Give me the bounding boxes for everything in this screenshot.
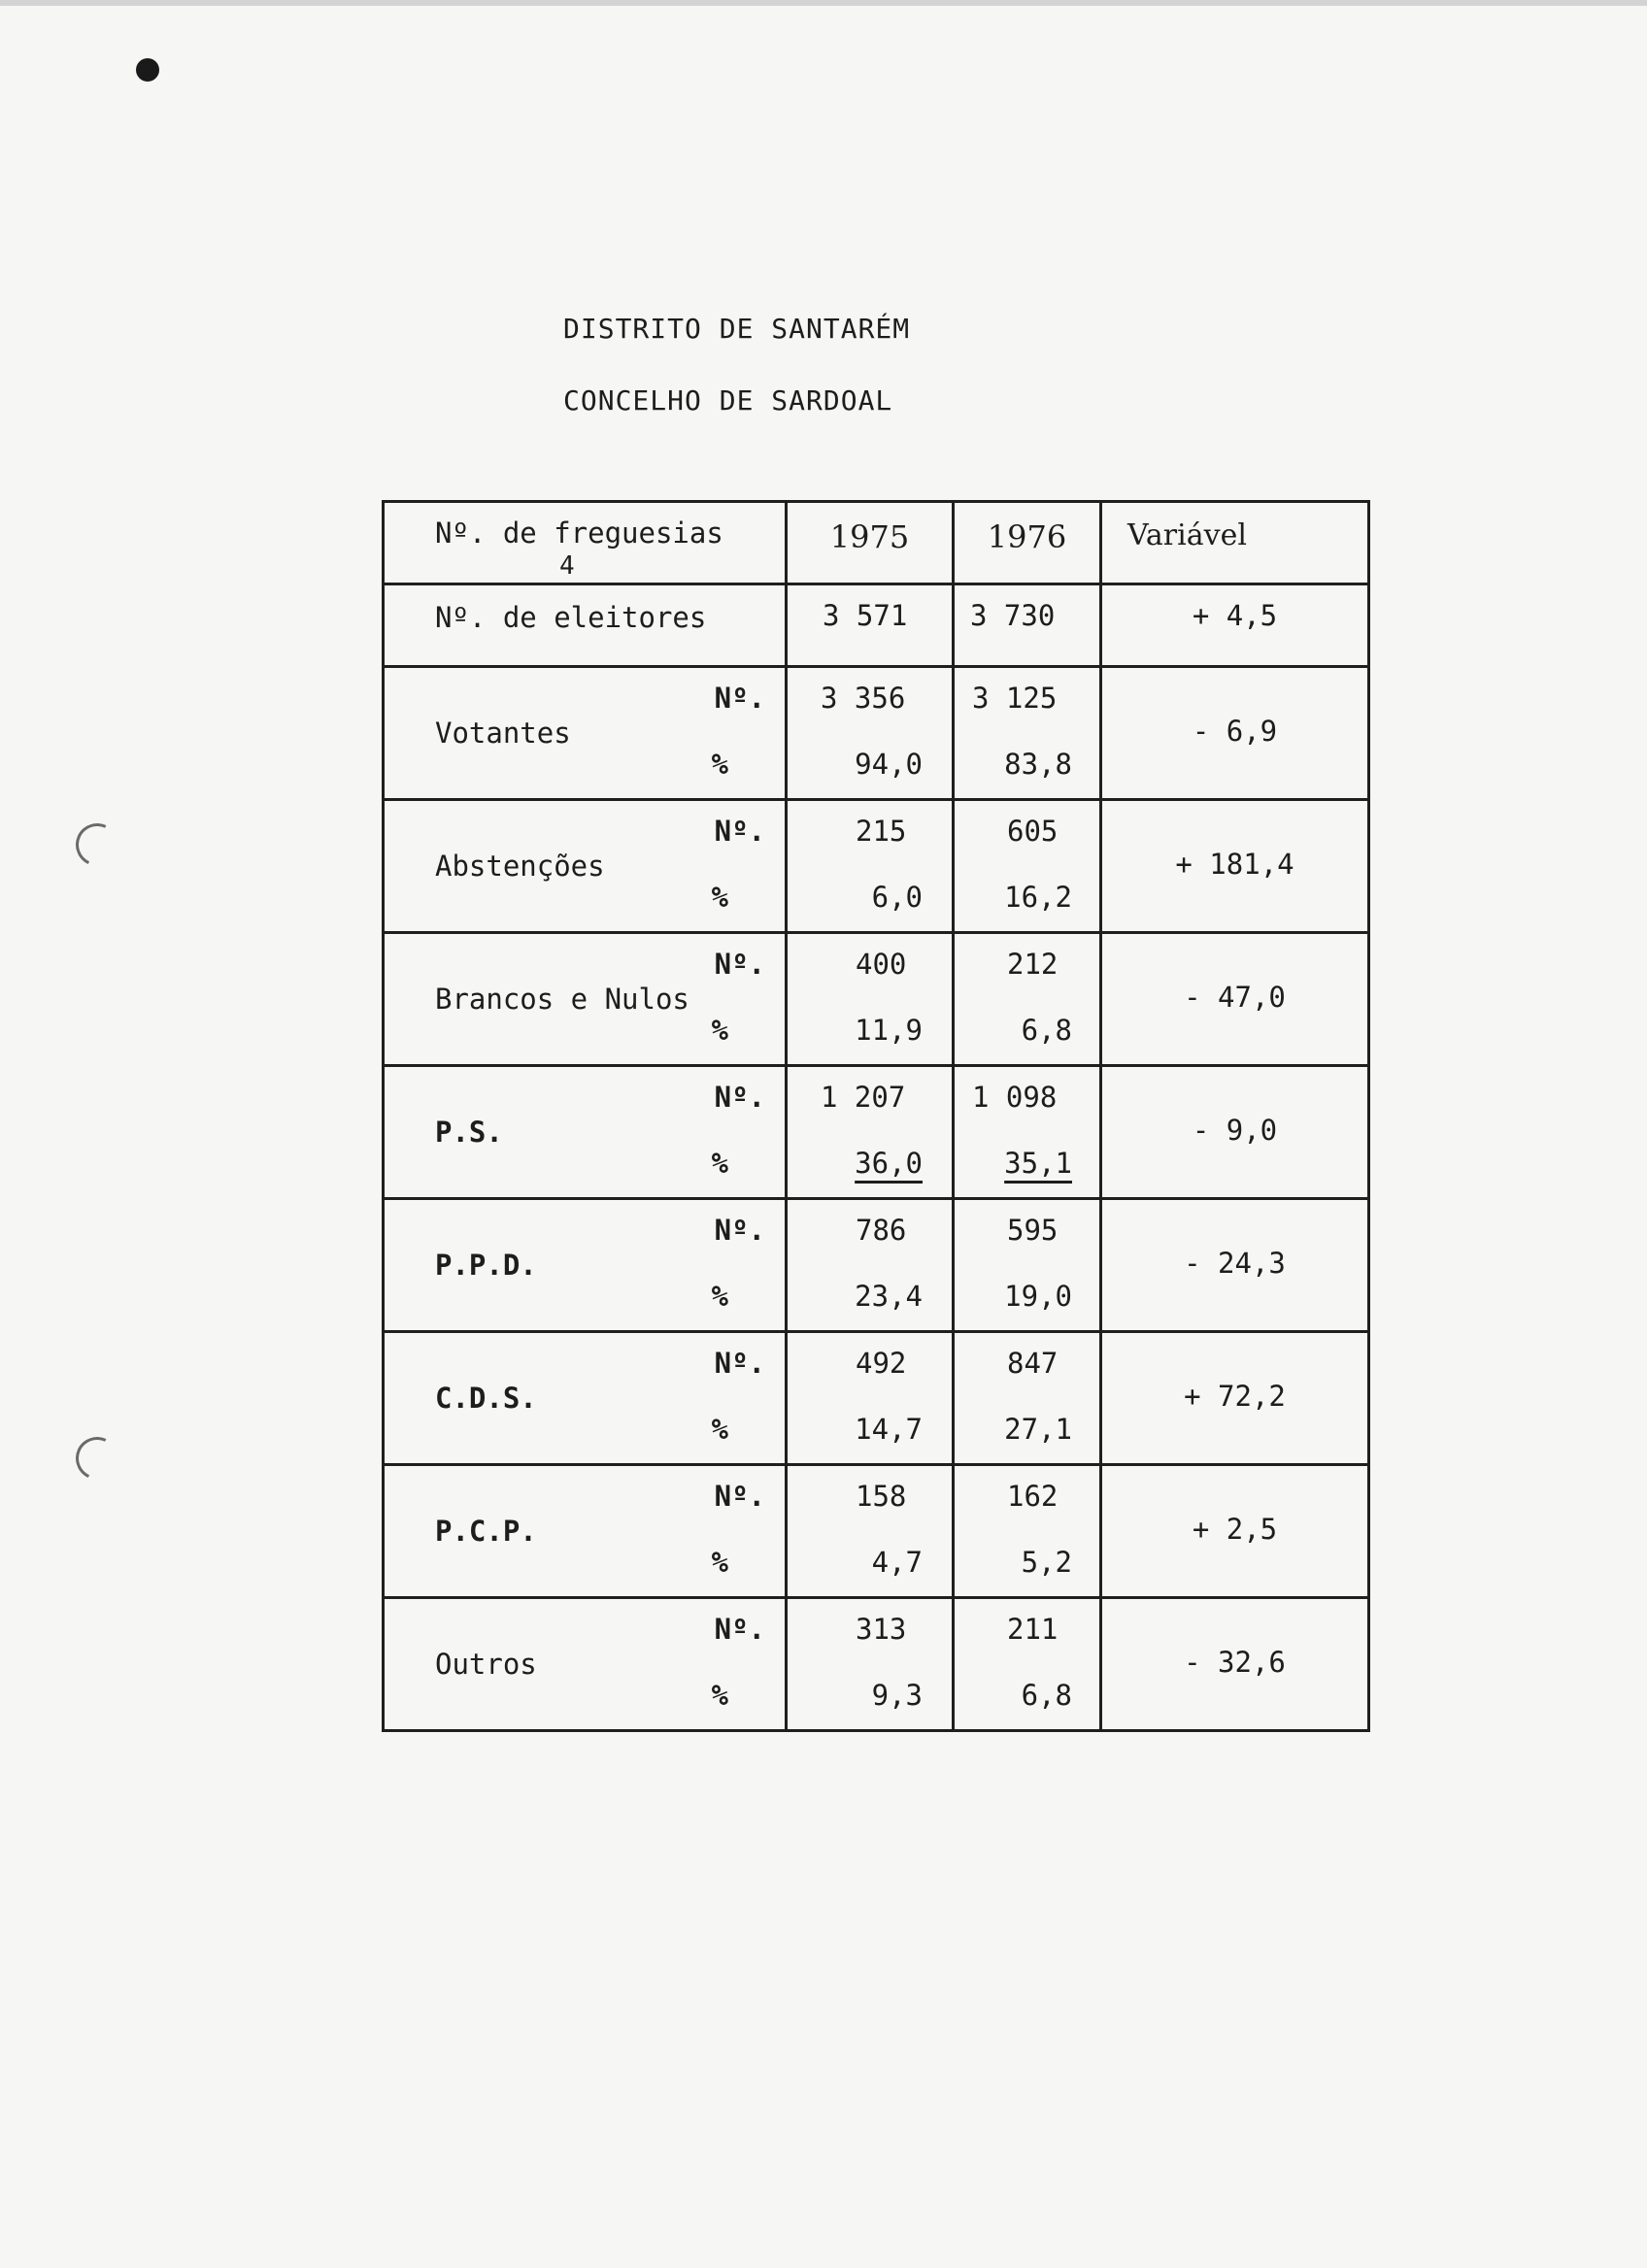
electors-variation-cell: [1101, 584, 1369, 667]
unit-percent: %: [711, 1280, 728, 1313]
row-label-cell: [384, 1332, 787, 1465]
variation-cell: [1101, 1066, 1369, 1199]
variation-value: + 72,2: [1184, 1380, 1286, 1413]
number-1976: 595: [1007, 1214, 1059, 1247]
row-label-cell: [384, 1066, 787, 1199]
variation-value: + 181,4: [1175, 848, 1294, 881]
row-label-cell: [384, 1465, 787, 1598]
header-year-1975: [787, 502, 954, 584]
variation-value: + 2,5: [1192, 1513, 1278, 1546]
unit-number: Nº.: [714, 1613, 765, 1646]
variation-cell: [1101, 1465, 1369, 1598]
unit-percent: %: [711, 748, 728, 781]
percent-1975: 9,3: [871, 1679, 923, 1712]
row-label-cell: [384, 933, 787, 1066]
percent-1976: 16,2: [1004, 881, 1072, 914]
table-header-row: [384, 502, 1369, 584]
number-1975: 215: [856, 815, 907, 848]
table-row: [384, 1066, 1369, 1199]
percent-1976: 35,1: [1004, 1147, 1072, 1180]
number-1975: 492: [856, 1347, 907, 1380]
number-1975: 3 356: [821, 682, 906, 715]
cell-1976: [954, 667, 1101, 800]
header-variation: [1101, 502, 1369, 584]
municipality-heading: CONCELHO DE SARDOAL: [563, 384, 893, 417]
percent-1976: 27,1: [1004, 1413, 1072, 1446]
percent-1975: 4,7: [871, 1546, 923, 1579]
number-1975: 1 207: [821, 1081, 906, 1114]
unit-number: Nº.: [714, 1214, 765, 1247]
table-row: [384, 933, 1369, 1066]
unit-percent: %: [711, 881, 728, 914]
page-top-edge: [0, 0, 1647, 6]
row-label-cell: [384, 1199, 787, 1332]
row-label: Outros: [435, 1648, 537, 1681]
punch-mark: [136, 58, 159, 82]
row-label-cell: [384, 1598, 787, 1731]
percent-1975: 6,0: [871, 881, 923, 914]
row-label: P.C.P.: [435, 1515, 537, 1548]
variation-label: Variável: [1127, 518, 1247, 552]
variation-cell: [1101, 933, 1369, 1066]
percent-1976: 6,8: [1021, 1014, 1072, 1047]
cell-1975: [787, 800, 954, 933]
percent-1975: 11,9: [855, 1014, 923, 1047]
variation-value: - 24,3: [1184, 1247, 1286, 1280]
table-row: [384, 1598, 1369, 1731]
cell-1976: [954, 933, 1101, 1066]
year-1975-label: 1975: [829, 518, 910, 555]
unit-percent: %: [711, 1679, 728, 1712]
cell-1975: [787, 933, 954, 1066]
unit-percent: %: [711, 1014, 728, 1047]
cell-1975: [787, 1199, 954, 1332]
unit-number: Nº.: [714, 1480, 765, 1513]
number-1976: 1 098: [972, 1081, 1058, 1114]
cell-1975: [787, 1066, 954, 1199]
row-label: P.P.D.: [435, 1249, 537, 1282]
variation-cell: [1101, 800, 1369, 933]
parishes-count: 4: [559, 551, 575, 581]
unit-percent: %: [711, 1413, 728, 1446]
cell-1976: [954, 1199, 1101, 1332]
electors-variation: + 4,5: [1192, 599, 1278, 632]
percent-1976: 5,2: [1021, 1546, 1072, 1579]
unit-number: Nº.: [714, 682, 765, 715]
row-label: P.S.: [435, 1116, 503, 1149]
unit-number: Nº.: [714, 1347, 765, 1380]
number-1976: 212: [1007, 948, 1059, 981]
percent-1976: 19,0: [1004, 1280, 1072, 1313]
header-year-1976: [954, 502, 1101, 584]
cell-1975: [787, 1465, 954, 1598]
parishes-label: Nº. de freguesias: [435, 517, 723, 550]
unit-number: Nº.: [714, 948, 765, 981]
percent-1975: 36,0: [855, 1147, 923, 1180]
cell-1975: [787, 667, 954, 800]
district-heading: DISTRITO DE SANTARÉM: [563, 313, 911, 345]
table-row: [384, 800, 1369, 933]
header-label-cell: [384, 502, 787, 584]
variation-cell: [1101, 1199, 1369, 1332]
percent-1975: 14,7: [855, 1413, 923, 1446]
row-label-cell: [384, 667, 787, 800]
variation-value: - 6,9: [1192, 715, 1278, 748]
table-row-electors: [384, 584, 1369, 667]
cell-1975: [787, 1332, 954, 1465]
binder-hole-upper: [70, 817, 124, 872]
row-label-cell: [384, 800, 787, 933]
unit-percent: %: [711, 1546, 728, 1579]
cell-1975: [787, 1598, 954, 1731]
number-1976: 162: [1007, 1480, 1059, 1513]
cell-1976: [954, 800, 1101, 933]
number-1976: 847: [1007, 1347, 1059, 1380]
electors-1975: 3 571: [823, 599, 908, 632]
row-label: C.D.S.: [435, 1382, 537, 1415]
variation-value: - 32,6: [1184, 1646, 1286, 1679]
variation-value: - 9,0: [1192, 1114, 1278, 1147]
unit-percent: %: [711, 1147, 728, 1180]
percent-1976: 6,8: [1021, 1679, 1072, 1712]
electors-label: Nº. de eleitores: [435, 601, 707, 634]
table-row: [384, 1332, 1369, 1465]
variation-cell: [1101, 667, 1369, 800]
number-1975: 786: [856, 1214, 907, 1247]
unit-number: Nº.: [714, 1081, 765, 1114]
number-1976: 3 125: [972, 682, 1058, 715]
number-1975: 158: [856, 1480, 907, 1513]
number-1975: 313: [856, 1613, 907, 1646]
percent-1976: 83,8: [1004, 748, 1072, 781]
electors-1976: 3 730: [970, 599, 1056, 632]
number-1975: 400: [856, 948, 907, 981]
table-row: [384, 1465, 1369, 1598]
row-label: Abstenções: [435, 850, 605, 883]
electors-label-cell: [384, 584, 787, 667]
percent-1975: 23,4: [855, 1280, 923, 1313]
electors-1975-cell: [787, 584, 954, 667]
cell-1976: [954, 1598, 1101, 1731]
unit-number: Nº.: [714, 815, 765, 848]
number-1976: 605: [1007, 815, 1059, 848]
row-label: Brancos e Nulos: [435, 983, 689, 1016]
variation-value: - 47,0: [1184, 981, 1286, 1014]
variation-cell: [1101, 1598, 1369, 1731]
number-1976: 211: [1007, 1613, 1059, 1646]
variation-cell: [1101, 1332, 1369, 1465]
table-row: [384, 1199, 1369, 1332]
table-row: [384, 667, 1369, 800]
cell-1976: [954, 1332, 1101, 1465]
binder-hole-lower: [70, 1431, 124, 1485]
electors-1976-cell: [954, 584, 1101, 667]
election-results-table: [382, 500, 1370, 1732]
year-1976-label: 1976: [987, 518, 1067, 555]
cell-1976: [954, 1066, 1101, 1199]
cell-1976: [954, 1465, 1101, 1598]
percent-1975: 94,0: [855, 748, 923, 781]
row-label: Votantes: [435, 717, 571, 750]
